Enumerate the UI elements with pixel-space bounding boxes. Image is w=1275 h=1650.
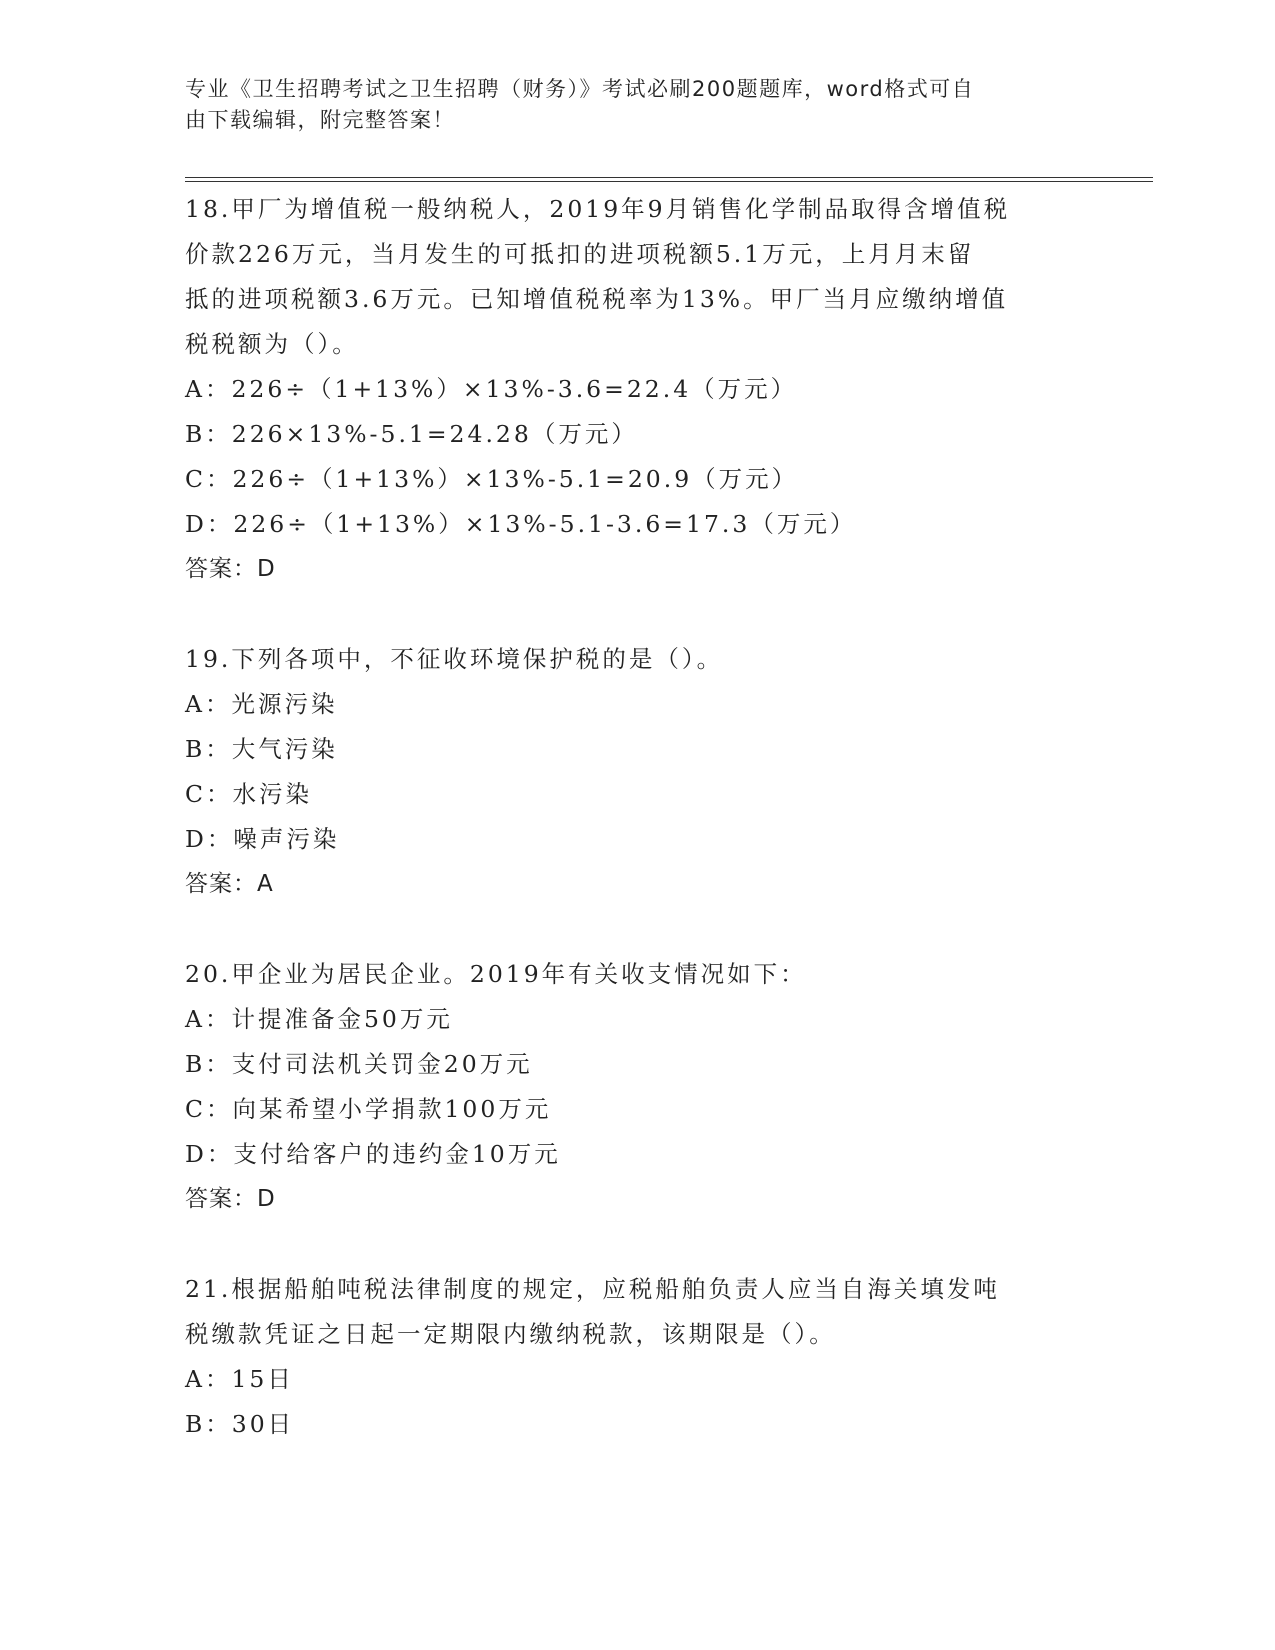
option-c: C：水污染	[185, 780, 312, 808]
option-b: B：大气污染	[185, 735, 338, 763]
question-stem-line: 21.根据船舶吨税法律制度的规定，应税船舶负责人应当自海关填发吨	[185, 1275, 1000, 1303]
header-divider-top	[185, 177, 1153, 178]
answer-line: 答案：D	[185, 1186, 276, 1212]
header-line-2: 由下载编辑，附完整答案！	[185, 108, 455, 132]
option-a: A：15日	[185, 1365, 294, 1393]
question-stem-line: 抵的进项税额3.6万元。已知增值税税率为13%。甲厂当月应缴纳增值	[185, 285, 1009, 313]
document-header	[185, 74, 1085, 136]
question-21	[185, 1267, 1085, 1447]
option-b: B：226×13%-5.1=24.28（万元）	[185, 420, 638, 448]
question-19	[185, 637, 1085, 907]
question-stem-line: 税缴款凭证之日起一定期限内缴纳税款，该期限是（）。	[185, 1320, 836, 1348]
answer-line: 答案：D	[185, 556, 276, 582]
answer-line: 答案：A	[185, 871, 274, 897]
option-c: C：226÷（1+13%）×13%-5.1=20.9（万元）	[185, 465, 799, 493]
question-20	[185, 952, 1085, 1222]
option-b: B：支付司法机关罚金20万元	[185, 1050, 533, 1078]
question-stem-line: 19.下列各项中，不征收环境保护税的是（）。	[185, 645, 724, 673]
option-a: A：光源污染	[185, 690, 338, 718]
question-18	[185, 187, 1085, 592]
option-a: A：计提准备金50万元	[185, 1005, 453, 1033]
header-divider-bottom	[185, 181, 1153, 182]
option-d: D：226÷（1+13%）×13%-5.1-3.6=17.3（万元）	[185, 510, 857, 538]
question-stem-line: 18.甲厂为增值税一般纳税人，2019年9月销售化学制品取得含增值税	[185, 195, 1011, 223]
question-stem-line: 20.甲企业为居民企业。2019年有关收支情况如下：	[185, 960, 807, 988]
option-c: C：向某希望小学捐款100万元	[185, 1095, 552, 1123]
question-stem-line: 价款226万元，当月发生的可抵扣的进项税额5.1万元，上月月末留	[185, 240, 975, 268]
question-list	[185, 187, 1085, 1492]
option-b: B：30日	[185, 1410, 295, 1438]
question-stem-line: 税税额为（）。	[185, 330, 359, 358]
option-d: D：噪声污染	[185, 825, 340, 853]
option-a: A：226÷（1+13%）×13%-3.6=22.4（万元）	[185, 375, 798, 403]
header-line-1: 专业《卫生招聘考试之卫生招聘（财务）》考试必刷200题题库，word格式可自	[185, 77, 975, 101]
option-d: D：支付给客户的违约金10万元	[185, 1140, 561, 1168]
